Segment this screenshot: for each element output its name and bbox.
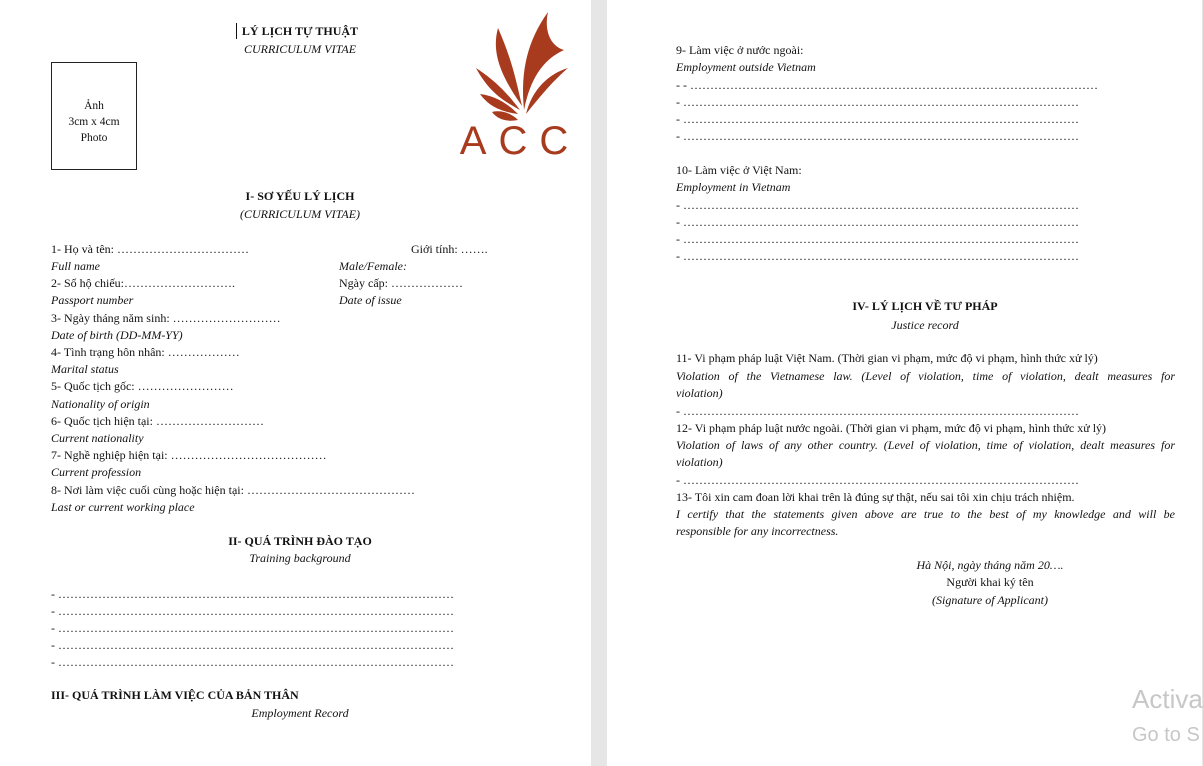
field-gender-en: Male/Female: [339, 259, 407, 273]
employment-abroad-line[interactable]: - ……………………………………………………………………………………… [676, 129, 1079, 143]
document-page-left [0, 0, 591, 766]
item12-label-en-cont: violation) [676, 455, 723, 469]
item11-label: 11- Vi phạm pháp luật Việt Nam. (Thời gian vi phạm, mức độ vi phạm, hình thức xử lý) [676, 351, 1098, 365]
field-date-of-issue-en: Date of issue [339, 293, 402, 307]
item9-label-en: Employment outside Vietnam [676, 60, 816, 74]
employment-abroad-line[interactable]: - ……………………………………………………………………………………… [676, 95, 1079, 109]
field-current-profession[interactable]: 7- Nghề nghiệp hiện tại: ………………………………… [51, 448, 327, 462]
watermark-line2: Go to S [1132, 724, 1200, 746]
document-subtitle: CURRICULUM VITAE [243, 42, 357, 56]
employment-abroad-line[interactable]: - - ………………………………………………………………………………………… [676, 78, 1098, 92]
acc-logo-text: ACC [459, 119, 581, 163]
employment-abroad-line[interactable]: - ……………………………………………………………………………………… [676, 112, 1079, 126]
signature-signer: Người khai ký tên [946, 575, 1034, 589]
field-date-of-birth[interactable]: 3- Ngày tháng năm sinh: ……………………… [51, 311, 281, 325]
signature-signer-en: (Signature of Applicant) [932, 593, 1048, 607]
section3-subtitle: Employment Record [251, 706, 349, 720]
item11-label-en-cont: violation) [676, 386, 723, 400]
violation-vn-line[interactable]: - ……………………………………………………………………………………… [676, 404, 1079, 418]
employment-vn-line[interactable]: - ……………………………………………………………………………………… [676, 232, 1079, 246]
field-full-name-en: Full name [51, 259, 100, 273]
section2-subtitle: Training background [249, 551, 351, 565]
acc-logo [459, 10, 581, 163]
document-title: LÝ LỊCH TỰ THUẬT [241, 24, 359, 38]
field-gender[interactable]: Giới tính: ……. [411, 242, 488, 256]
field-working-place[interactable]: 8- Nơi làm việc cuối cùng hoặc hiện tại: …………………………………… [51, 483, 415, 497]
field-current-profession-en: Current profession [51, 465, 142, 479]
training-line[interactable]: - ……………………………………………………………………………………… [51, 587, 454, 601]
acc-logo-flame-icon [476, 12, 568, 121]
document-page-right [607, 0, 1202, 766]
photo-label-size: 3cm x 4cm [68, 116, 120, 128]
field-full-name[interactable]: 1- Họ và tên: …………………………… [51, 242, 249, 256]
field-marital-status[interactable]: 4- Tình trạng hôn nhân: ……………… [51, 345, 240, 359]
photo-label-en: Photo [80, 132, 108, 144]
signature-place-date[interactable]: Hà Nội, ngày tháng năm 20…. [916, 558, 1064, 572]
item11-label-en: Violation of the Vietnamese law. (Level of violation, time of violation, dealt measures for [676, 369, 1175, 383]
item13-label: 13- Tôi xin cam đoan lời khai trên là đúng sự thật, nếu sai tôi xin chịu trách nhiệm. [676, 490, 1075, 504]
watermark-line1: Activa [1132, 684, 1203, 714]
field-date-of-birth-en: Date of birth (DD-MM-YY) [51, 328, 183, 342]
violation-foreign-line[interactable]: - ……………………………………………………………………………………… [676, 473, 1079, 487]
section1-title: I- SƠ YẾU LÝ LỊCH [245, 189, 355, 203]
field-marital-status-en: Marital status [51, 362, 119, 376]
item12-label-en: Violation of laws of any other country. (Level of violation, time of violation, dealt measures for [676, 438, 1175, 452]
employment-vn-line[interactable]: - ……………………………………………………………………………………… [676, 215, 1079, 229]
training-line[interactable]: - ……………………………………………………………………………………… [51, 638, 454, 652]
employment-vn-line[interactable]: - ……………………………………………………………………………………… [676, 249, 1079, 263]
item13-label-en-cont: responsible for any incorrectness. [676, 524, 839, 538]
field-passport-number[interactable]: 2- Số hộ chiếu:………………………. [51, 276, 235, 290]
item10-label: 10- Làm việc ở Việt Nam: [676, 163, 802, 177]
photo-placeholder [51, 62, 137, 170]
field-passport-number-en: Passport number [51, 293, 134, 307]
item13-label-en: I certify that the statements given above are true to the best of my knowledge and will be [676, 507, 1175, 521]
training-line[interactable]: - ……………………………………………………………………………………… [51, 604, 454, 618]
section3-title: III- QUÁ TRÌNH LÀM VIỆC CỦA BẢN THÂN [51, 688, 299, 702]
item12-label: 12- Vi phạm pháp luật nước ngoài. (Thời gian vi phạm, mức độ vi phạm, hình thức xử lý) [676, 421, 1107, 435]
field-working-place-en: Last or current working place [51, 500, 195, 514]
item9-label: 9- Làm việc ở nước ngoài: [676, 43, 804, 57]
field-current-nationality[interactable]: 6- Quốc tịch hiện tại: ……………………… [51, 414, 264, 428]
section1-subtitle: (CURRICULUM VITAE) [239, 207, 361, 221]
section4-subtitle: Justice record [891, 318, 959, 332]
training-line[interactable]: - ……………………………………………………………………………………… [51, 621, 454, 635]
section4-title: IV- LÝ LỊCH VỀ TƯ PHÁP [852, 299, 998, 313]
employment-vn-line[interactable]: - ……………………………………………………………………………………… [676, 198, 1079, 212]
photo-label-vi: Ảnh [84, 100, 104, 112]
item10-label-en: Employment in Vietnam [676, 180, 791, 194]
field-nationality-origin[interactable]: 5- Quốc tịch gốc: …………………… [51, 379, 234, 393]
section2-title: II- QUÁ TRÌNH ĐÀO TẠO [228, 534, 372, 548]
field-nationality-origin-en: Nationality of origin [51, 397, 150, 411]
training-line[interactable]: - ……………………………………………………………………………………… [51, 655, 454, 669]
field-current-nationality-en: Current nationality [51, 431, 144, 445]
field-date-of-issue[interactable]: Ngày cấp: ……………… [339, 276, 463, 290]
